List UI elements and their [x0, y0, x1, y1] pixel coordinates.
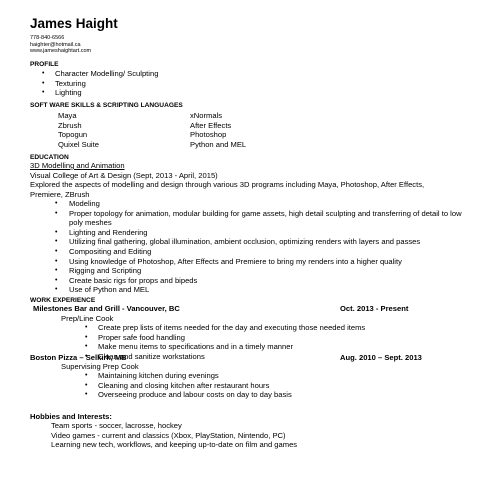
skill-item: Topogun: [58, 130, 88, 140]
job-duty: • Maintaining kitchen during evenings: [30, 371, 292, 381]
skill-item: Zbrush: [58, 120, 82, 130]
contact-phone: 778-840-6566: [30, 35, 65, 41]
education-item: • Lighting and Rendering: [30, 228, 469, 238]
profile-item: • Character Modelling/ Sculpting: [30, 69, 158, 79]
skills-row: [58, 111, 358, 121]
work-heading: WORK EXPERIENCE: [30, 297, 96, 304]
skill-item: Quixel Suite: [58, 139, 99, 149]
skill-item: xNormals: [190, 111, 223, 120]
job-duty: • Create prep lists of items needed for the day and executing those needed items: [30, 323, 365, 333]
job-duty: • Overseeing produce and labour costs on day to day basis: [30, 390, 292, 400]
education-program: 3D Modelling and Animation: [30, 161, 125, 170]
contact-website: www.jameshaightart.com: [30, 48, 92, 54]
job-duty: • Make menu items to specifications and in a timely manner: [30, 342, 365, 352]
job-duty: • Cleaning and closing kitchen after restaurant hours: [30, 381, 292, 391]
job-employer: Boston Pizza – Selkirk, MB: [30, 352, 127, 362]
job-employer: Milestones Bar and Grill - Vancouver, BC: [33, 304, 180, 313]
education-list: [30, 199, 469, 295]
job-role: Prep/Line Cook: [61, 313, 114, 323]
education-item: • Create basic rigs for props and bipeds: [30, 276, 469, 286]
contact-email: haighter@hotmail.ca: [30, 41, 81, 48]
profile-item: • Texturing: [30, 79, 158, 89]
education-item: • Proper topology for animation, modular building for game assets, high detail sculpting and transferring of detail to low poly meshes: [30, 209, 469, 228]
education-summary: Premiere, ZBrush: [30, 189, 90, 199]
job-dates: Aug. 2010 – Sept. 2013: [340, 352, 422, 362]
education-item: • Utilizing final gathering, global illumination, ambient occlusion, optimizing renders with layers and passes: [30, 237, 469, 247]
skill-item: After Effects: [190, 120, 232, 130]
profile-list: [30, 69, 158, 98]
skills-row: [58, 121, 358, 131]
education-item: • Rigging and Scripting: [30, 266, 469, 276]
hobby-line: Video games - current and classics (Xbox, PlayStation, Nintendo, PC): [51, 430, 286, 440]
skill-item: Maya: [58, 111, 77, 120]
skill-item: Photoshop: [190, 130, 227, 140]
education-summary: Explored the aspects of modelling and design through various 3D programs including Maya, Photoshop, After Effects,: [30, 180, 425, 189]
education-school: Visual College of Art & Design (Sept, 2013 - April, 2015): [30, 170, 218, 180]
resume-name: James Haight: [30, 16, 118, 31]
job-duties: [30, 371, 292, 400]
skill-item: Python and MEL: [190, 139, 247, 149]
hobbies-heading: Hobbies and Interests:: [30, 412, 112, 421]
education-heading: EDUCATION: [30, 154, 69, 161]
job-duty: • Proper safe food handling: [30, 333, 365, 343]
profile-item: • Lighting: [30, 88, 158, 98]
profile-heading: PROFILE: [30, 61, 59, 68]
education-item: • Compositing and Editing: [30, 247, 469, 257]
skills-row: [58, 130, 358, 140]
job-role: Supervising Prep Cook: [61, 362, 139, 371]
hobby-line: Team sports - soccer, lacrosse, hockey: [51, 421, 182, 430]
education-item: • Modeling: [30, 199, 469, 209]
education-item: • Use of Python and MEL: [30, 285, 469, 295]
skills-table: [58, 111, 358, 149]
job-dates: Oct. 2013 - Present: [340, 304, 409, 313]
job-duty: • Clean and sanitize workstations: [30, 352, 365, 362]
education-item: • Using knowledge of Photoshop, After Effects and Premiere to bring my renders into a higher quality: [30, 257, 469, 267]
skills-row: [58, 140, 358, 150]
hobby-line: Learning new tech, workflows, and keeping up-to-date on film and games: [51, 440, 298, 449]
skills-heading: SOFT WARE SKILLS & SCRIPTING LANGUAGES: [30, 102, 183, 109]
